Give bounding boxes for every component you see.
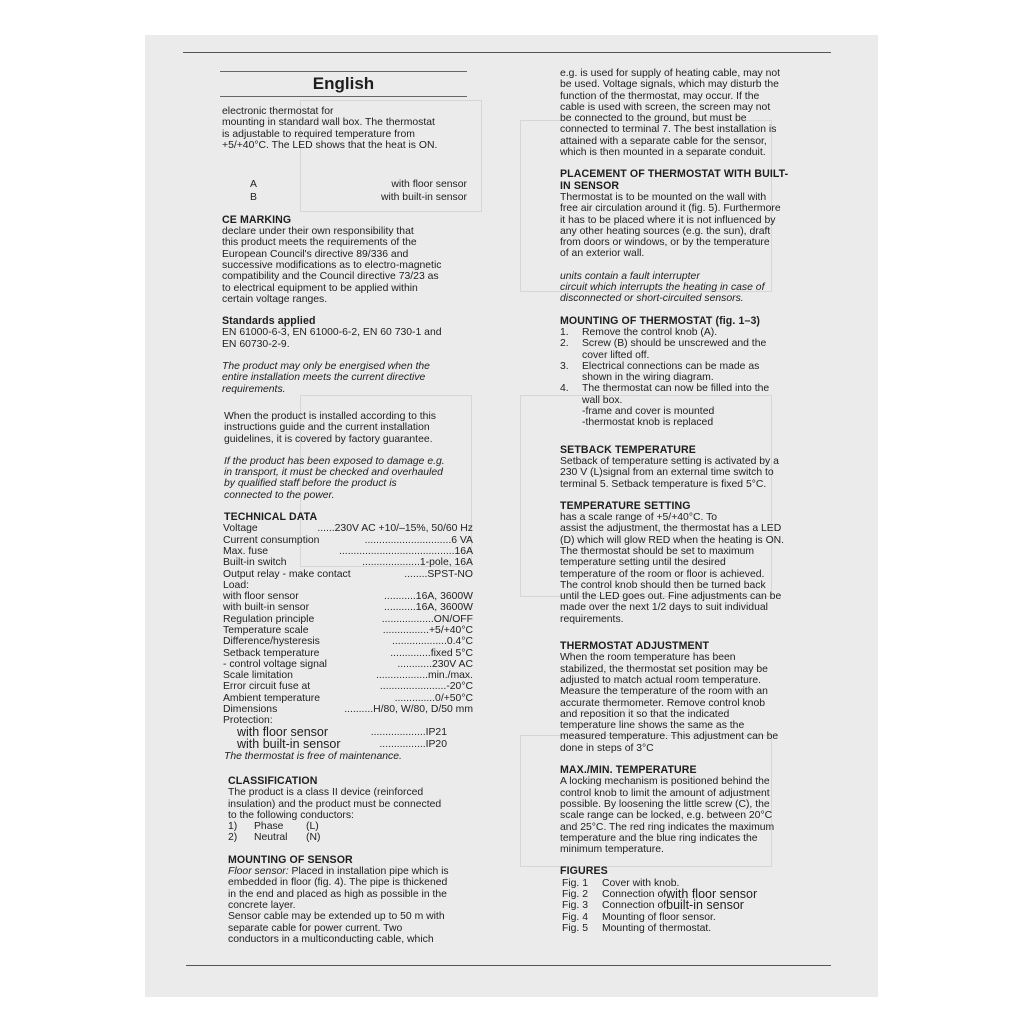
text-line: instructions guide and the current installation bbox=[224, 422, 430, 434]
text-line: this product meets the requirements of the bbox=[222, 237, 417, 249]
step-item bbox=[560, 327, 800, 338]
text-line: +5/+40°C. The LED shows that the heat is ON. bbox=[222, 139, 438, 151]
protection-key: with built-in sensor bbox=[237, 736, 341, 751]
text-line: temperature line shows the same as the bbox=[560, 720, 745, 732]
text-line: (D) which will glow RED when the heating is ON. bbox=[560, 534, 785, 546]
variant-row bbox=[222, 192, 467, 203]
text-line: requirements. bbox=[222, 383, 286, 395]
text-line: The product is a class II device (reinforced bbox=[228, 787, 424, 799]
text-line: European Council's directive 89/336 and bbox=[222, 248, 409, 260]
tech-value: ................+5/+40°C bbox=[382, 624, 473, 636]
maintenance-note: The thermostat is free of maintenance. bbox=[224, 750, 402, 762]
text-line: concrete layer. bbox=[228, 899, 296, 911]
classification-heading: CLASSIFICATION bbox=[228, 774, 318, 787]
variant-desc: with built-in sensor bbox=[380, 192, 467, 204]
figure-item bbox=[562, 900, 800, 911]
text-line: separate cable for power current. Two bbox=[228, 922, 403, 934]
protection-row bbox=[223, 736, 473, 751]
variant-letter: A bbox=[250, 179, 257, 191]
step-text: Remove the control knob (A). bbox=[582, 326, 718, 338]
technical-data-table bbox=[222, 523, 473, 750]
text-line: free air circulation around it (fig. 5). Furthermore bbox=[560, 203, 781, 215]
text-line: adjusted to match actual room temperature. bbox=[560, 674, 761, 686]
text-line: done in steps of 3°C bbox=[560, 742, 654, 754]
text-line: by qualified staff before the product is bbox=[224, 478, 397, 490]
step-text: Screw (B) should be unscrewed and the bbox=[582, 338, 767, 350]
figure-caption: Connection of bbox=[602, 900, 667, 912]
text-line: has a scale range of +5/+40°C. To bbox=[560, 512, 718, 524]
tech-key: Temperature scale bbox=[223, 624, 309, 636]
top-rule bbox=[183, 52, 831, 53]
tech-row bbox=[223, 681, 473, 692]
tech-key: Dimensions bbox=[223, 704, 278, 716]
sensor-lead: Floor sensor: bbox=[228, 866, 289, 878]
text-line: EN 61000-6-3, EN 61000-6-2, EN 60 730-1 and bbox=[222, 327, 442, 339]
text-line: disconnected or short-circuited sensors. bbox=[560, 293, 744, 305]
tech-row bbox=[223, 659, 473, 670]
max-min-heading: MAX./MIN. TEMPERATURE bbox=[560, 764, 697, 777]
text-line: to electrical equipment to be applied within bbox=[222, 282, 418, 294]
placement-heading bbox=[560, 169, 800, 192]
tech-value: ..................min./max. bbox=[376, 670, 473, 682]
figure-caption: Mounting of thermostat. bbox=[602, 922, 712, 934]
setback-heading: SETBACK TEMPERATURE bbox=[560, 443, 696, 456]
conductor-name: Neutral bbox=[254, 832, 288, 844]
text-line: If the product has been exposed to damage e.g. bbox=[224, 455, 445, 467]
tech-value: ........................................16A bbox=[339, 545, 473, 557]
ce-marking-heading: CE MARKING bbox=[222, 213, 292, 226]
text-line: entire installation meets the current directive bbox=[222, 372, 426, 384]
text-line: temperature of the room or floor is achieved. bbox=[560, 568, 765, 580]
tech-value: .......................-20°C bbox=[379, 681, 473, 693]
heading-line: IN SENSOR bbox=[560, 179, 620, 192]
tech-row bbox=[223, 670, 473, 681]
tech-key: Difference/hysteresis bbox=[223, 636, 320, 648]
text-line: possible. By loosening the little screw (C), the bbox=[560, 798, 770, 810]
step-number: 4. bbox=[560, 383, 569, 395]
text-line: terminal 5. Setback temperature is fixed 5°C. bbox=[560, 478, 767, 490]
step-text: shown in the wiring diagram. bbox=[582, 372, 714, 384]
step-number: 2. bbox=[560, 338, 569, 350]
tech-key: with floor sensor bbox=[223, 591, 299, 603]
text-line: electronic thermostat for bbox=[222, 106, 334, 117]
technical-data-heading: TECHNICAL DATA bbox=[224, 511, 318, 524]
text-line: embedded in floor (fig. 4). The pipe is thickened bbox=[228, 877, 448, 889]
text-line: control knob to limit the amount of adjustment bbox=[560, 787, 770, 799]
figure-caption-variant: with floor sensor bbox=[666, 887, 758, 901]
tech-key: Built-in switch bbox=[223, 557, 287, 569]
text-line: The product may only be energised when the bbox=[222, 361, 430, 373]
tech-value: ...........16A, 3600W bbox=[384, 602, 473, 614]
text-line: measured temperature. This adjustment can be bbox=[560, 731, 779, 743]
tech-key: Ambient temperature bbox=[223, 692, 321, 704]
text-line: Sensor cable may be extended up to 50 m with bbox=[228, 911, 445, 923]
conductor-row bbox=[228, 821, 467, 832]
figure-item bbox=[562, 923, 800, 934]
conductor-row bbox=[228, 832, 467, 843]
text-line: temperature and the blue ring indicates the bbox=[560, 832, 758, 844]
text-line: Measure the temperature of the room with an bbox=[560, 686, 768, 698]
tech-key: Regulation principle bbox=[223, 613, 315, 625]
text-line: it has to be placed where it is not influenced by bbox=[560, 214, 776, 226]
text-line: A locking mechanism is positioned behind the bbox=[560, 776, 770, 788]
text-line: in the end and placed as high as possible in the bbox=[228, 888, 447, 900]
tech-row bbox=[223, 625, 473, 636]
tech-row bbox=[223, 535, 473, 546]
text-line: and 25°C. The red ring indicates the maximum bbox=[560, 821, 775, 833]
page-title: English bbox=[312, 74, 375, 93]
tech-row bbox=[223, 591, 473, 602]
protection-value: ...................IP21 bbox=[370, 726, 447, 738]
text-line: any other heating sources (e.g. the sun), draft bbox=[560, 225, 771, 237]
text-line: from doors or windows, or by the temperature bbox=[560, 237, 770, 249]
mounting-sensor-heading: MOUNTING OF SENSOR bbox=[228, 853, 353, 866]
text-line: in transport, it must be checked and overhauled bbox=[224, 467, 443, 479]
tech-key: Output relay - make contact bbox=[223, 568, 351, 580]
classification-section bbox=[222, 776, 467, 945]
text-line: 230 V (L)signal from an external time switch to bbox=[560, 467, 774, 479]
tech-key: Current consumption bbox=[223, 534, 320, 546]
text-line: Thermostat is to be mounted on the wall with bbox=[560, 191, 767, 203]
text-line: function of the thermostat, may occur. If the bbox=[560, 90, 760, 102]
conductor-name: Phase bbox=[254, 821, 284, 833]
tech-value: ............230V AC bbox=[397, 658, 473, 670]
tech-key: - control voltage signal bbox=[223, 658, 327, 670]
tech-key: Setback temperature bbox=[223, 647, 320, 659]
step-number: 3. bbox=[560, 360, 569, 372]
tech-value: ..................ON/OFF bbox=[381, 613, 473, 625]
tech-key: Voltage bbox=[223, 523, 258, 535]
text-line: e.g. is used for supply of heating cable, may not bbox=[560, 68, 781, 79]
text-line: attained with a separate cable for the sensor, bbox=[560, 135, 767, 147]
placement-text bbox=[560, 192, 800, 260]
text-line: assist the adjustment, the thermostat has a LED bbox=[560, 523, 782, 535]
figure-item bbox=[562, 912, 800, 923]
damage-note bbox=[222, 456, 467, 501]
step-text: -frame and cover is mounted bbox=[582, 406, 715, 418]
text-line: When the product is installed according to this bbox=[224, 410, 436, 422]
tech-row bbox=[223, 648, 473, 659]
text-line: and reposition it so that the indicated bbox=[560, 708, 730, 720]
tech-row bbox=[223, 704, 473, 715]
setback-text bbox=[560, 456, 800, 490]
thermostat-adjustment-heading: THERMOSTAT ADJUSTMENT bbox=[560, 640, 710, 653]
text-line: to the following conductors: bbox=[228, 809, 354, 821]
text-line: requirements. bbox=[560, 613, 624, 625]
tech-row bbox=[223, 636, 473, 647]
figures-list bbox=[560, 878, 800, 934]
step-item bbox=[560, 361, 800, 372]
conductor-number: 1) bbox=[228, 821, 238, 833]
tech-value: ....................1-pole, 16A bbox=[362, 557, 473, 569]
sensor-cable-text bbox=[560, 68, 800, 158]
figure-number: Fig. 1 bbox=[562, 877, 588, 889]
protection-key: with floor sensor bbox=[237, 724, 329, 739]
text-line: until the LED goes out. Fine adjustments can be bbox=[560, 591, 782, 603]
fault-interrupter-note bbox=[560, 271, 800, 305]
tech-value: ...................0.4°C bbox=[392, 636, 473, 648]
tech-value: ......230V AC +10/–15%, 50/60 Hz bbox=[317, 523, 473, 535]
text-line: The control knob should then be turned back bbox=[560, 579, 766, 591]
text-line: Setback of temperature setting is activated by a bbox=[560, 455, 779, 467]
text-line: circuit which interrupts the heating in case of bbox=[560, 282, 765, 294]
text-line: insulation) and the product must be connected bbox=[228, 798, 442, 810]
text-line: which is then mounted in a separate conduit. bbox=[560, 147, 766, 159]
text-line: conductors in a multiconducting cable, which bbox=[228, 933, 434, 945]
text-line: When the room temperature has been bbox=[560, 652, 736, 664]
ce-marking-text bbox=[222, 226, 467, 305]
tech-row bbox=[223, 546, 473, 557]
text-line: stabilized, the thermostat set position may be bbox=[560, 663, 768, 675]
text-line: accurate thermometer. Remove control knob bbox=[560, 697, 766, 709]
tech-value: ..........H/80, W/80, D/50 mm bbox=[344, 704, 473, 716]
text-line: guidelines, it is covered by factory guarantee. bbox=[224, 433, 433, 445]
tech-key: Error circuit fuse at bbox=[223, 681, 311, 693]
text-line: connected to the power. bbox=[224, 489, 335, 501]
tech-row bbox=[223, 523, 473, 534]
text-line: made over the next 1/2 days to suit individual bbox=[560, 602, 768, 614]
step-text: cover lifted off. bbox=[582, 349, 650, 361]
text-line: temperature setting until the desired bbox=[560, 557, 726, 569]
step-item bbox=[560, 338, 800, 349]
figure-caption: Cover with knob. bbox=[602, 877, 680, 889]
tech-value: ...........16A, 3600W bbox=[384, 591, 473, 603]
conductor-code: (L) bbox=[306, 821, 319, 833]
figure-number: Fig. 4 bbox=[562, 911, 588, 923]
text-line: of an exterior wall. bbox=[560, 248, 645, 260]
text-line: certain voltage ranges. bbox=[222, 293, 328, 305]
step-text: -thermostat knob is replaced bbox=[582, 417, 714, 429]
standards-heading: Standards applied bbox=[222, 315, 316, 328]
variant-desc: with floor sensor bbox=[391, 179, 467, 191]
text-line: be used. Voltage signals, which may disturb the bbox=[560, 79, 779, 91]
tech-key: with built-in sensor bbox=[223, 602, 310, 614]
text-line: declare under their own responsibility that bbox=[222, 226, 414, 238]
step-number: 1. bbox=[560, 326, 569, 338]
title-rule-bottom bbox=[220, 96, 467, 97]
protection-value: ................IP20 bbox=[379, 738, 447, 750]
text-line: scale range can be locked, e.g. between 20°C bbox=[560, 810, 773, 822]
tech-key: Scale limitation bbox=[223, 670, 293, 682]
heading-line: PLACEMENT OF THERMOSTAT WITH BUILT- bbox=[560, 168, 789, 181]
standards-text bbox=[222, 327, 467, 350]
figures-heading: FIGURES bbox=[560, 865, 608, 878]
tech-key: Max. fuse bbox=[223, 545, 269, 557]
text-line: be connected to the ground, but must be bbox=[560, 113, 747, 125]
figure-number: Fig. 3 bbox=[562, 900, 588, 912]
temperature-setting-heading: TEMPERATURE SETTING bbox=[560, 499, 691, 512]
conductor-code: (N) bbox=[306, 832, 321, 844]
energise-note bbox=[222, 361, 467, 395]
text-line: units contain a fault interrupter bbox=[560, 270, 700, 282]
text-line: minimum temperature. bbox=[560, 844, 664, 856]
tech-row bbox=[223, 557, 473, 568]
tech-value: ..............................6 VA bbox=[364, 534, 473, 546]
figure-caption-variant: built-in sensor bbox=[666, 898, 744, 913]
text-line: mounting in standard wall box. The thermostat bbox=[222, 117, 435, 129]
mounting-steps bbox=[560, 327, 800, 429]
tech-key: Protection: bbox=[223, 715, 273, 727]
text-line: cable is used with screen, the screen may not bbox=[560, 101, 771, 113]
text-line: compatibility and the Council directive 73/23 as bbox=[222, 271, 439, 283]
variant-letter: B bbox=[250, 192, 257, 204]
right-column bbox=[560, 68, 800, 934]
text-line: connected to terminal 7. The best installation is bbox=[560, 124, 777, 136]
left-column bbox=[222, 106, 473, 945]
sensor-lead-line bbox=[228, 866, 467, 877]
bottom-rule bbox=[186, 965, 831, 966]
figure-number: Fig. 5 bbox=[562, 922, 588, 934]
figure-caption: Mounting of floor sensor. bbox=[602, 911, 716, 923]
figure-number: Fig. 2 bbox=[562, 889, 588, 900]
text-line: successive modifications as to electro-magnetic bbox=[222, 259, 442, 271]
text-line: EN 60730-2-9. bbox=[222, 338, 290, 350]
step-text: Electrical connections can be made as bbox=[582, 360, 760, 372]
step-text: The thermostat can now be filled into the bbox=[582, 383, 770, 395]
text-line: Placed in installation pipe which is bbox=[288, 866, 449, 878]
intro-text bbox=[222, 106, 467, 151]
tech-value: ..............fixed 5°C bbox=[390, 647, 473, 659]
tech-value: ..............0/+50°C bbox=[394, 692, 473, 704]
variant-row bbox=[222, 179, 467, 190]
tech-row bbox=[223, 614, 473, 625]
max-min-text bbox=[560, 776, 800, 855]
tech-row bbox=[223, 602, 473, 613]
step-item bbox=[560, 383, 800, 394]
text-line: The thermostat should be set to maximum bbox=[560, 545, 755, 557]
text-line: is adjustable to required temperature from bbox=[222, 128, 415, 140]
guarantee-text bbox=[222, 411, 467, 445]
tech-row bbox=[223, 693, 473, 704]
conductor-number: 2) bbox=[228, 832, 238, 844]
temperature-setting-text bbox=[560, 512, 800, 625]
figure-caption: Connection of bbox=[602, 889, 667, 900]
mounting-thermostat-heading: MOUNTING OF THERMOSTAT (fig. 1–3) bbox=[560, 314, 761, 327]
step-text: wall box. bbox=[582, 394, 623, 406]
tech-key: Load: bbox=[223, 579, 250, 591]
tech-row bbox=[223, 580, 473, 591]
tech-value: ........SPST-NO bbox=[404, 568, 473, 580]
tech-row bbox=[223, 569, 473, 580]
thermostat-adjustment-text bbox=[560, 652, 800, 754]
